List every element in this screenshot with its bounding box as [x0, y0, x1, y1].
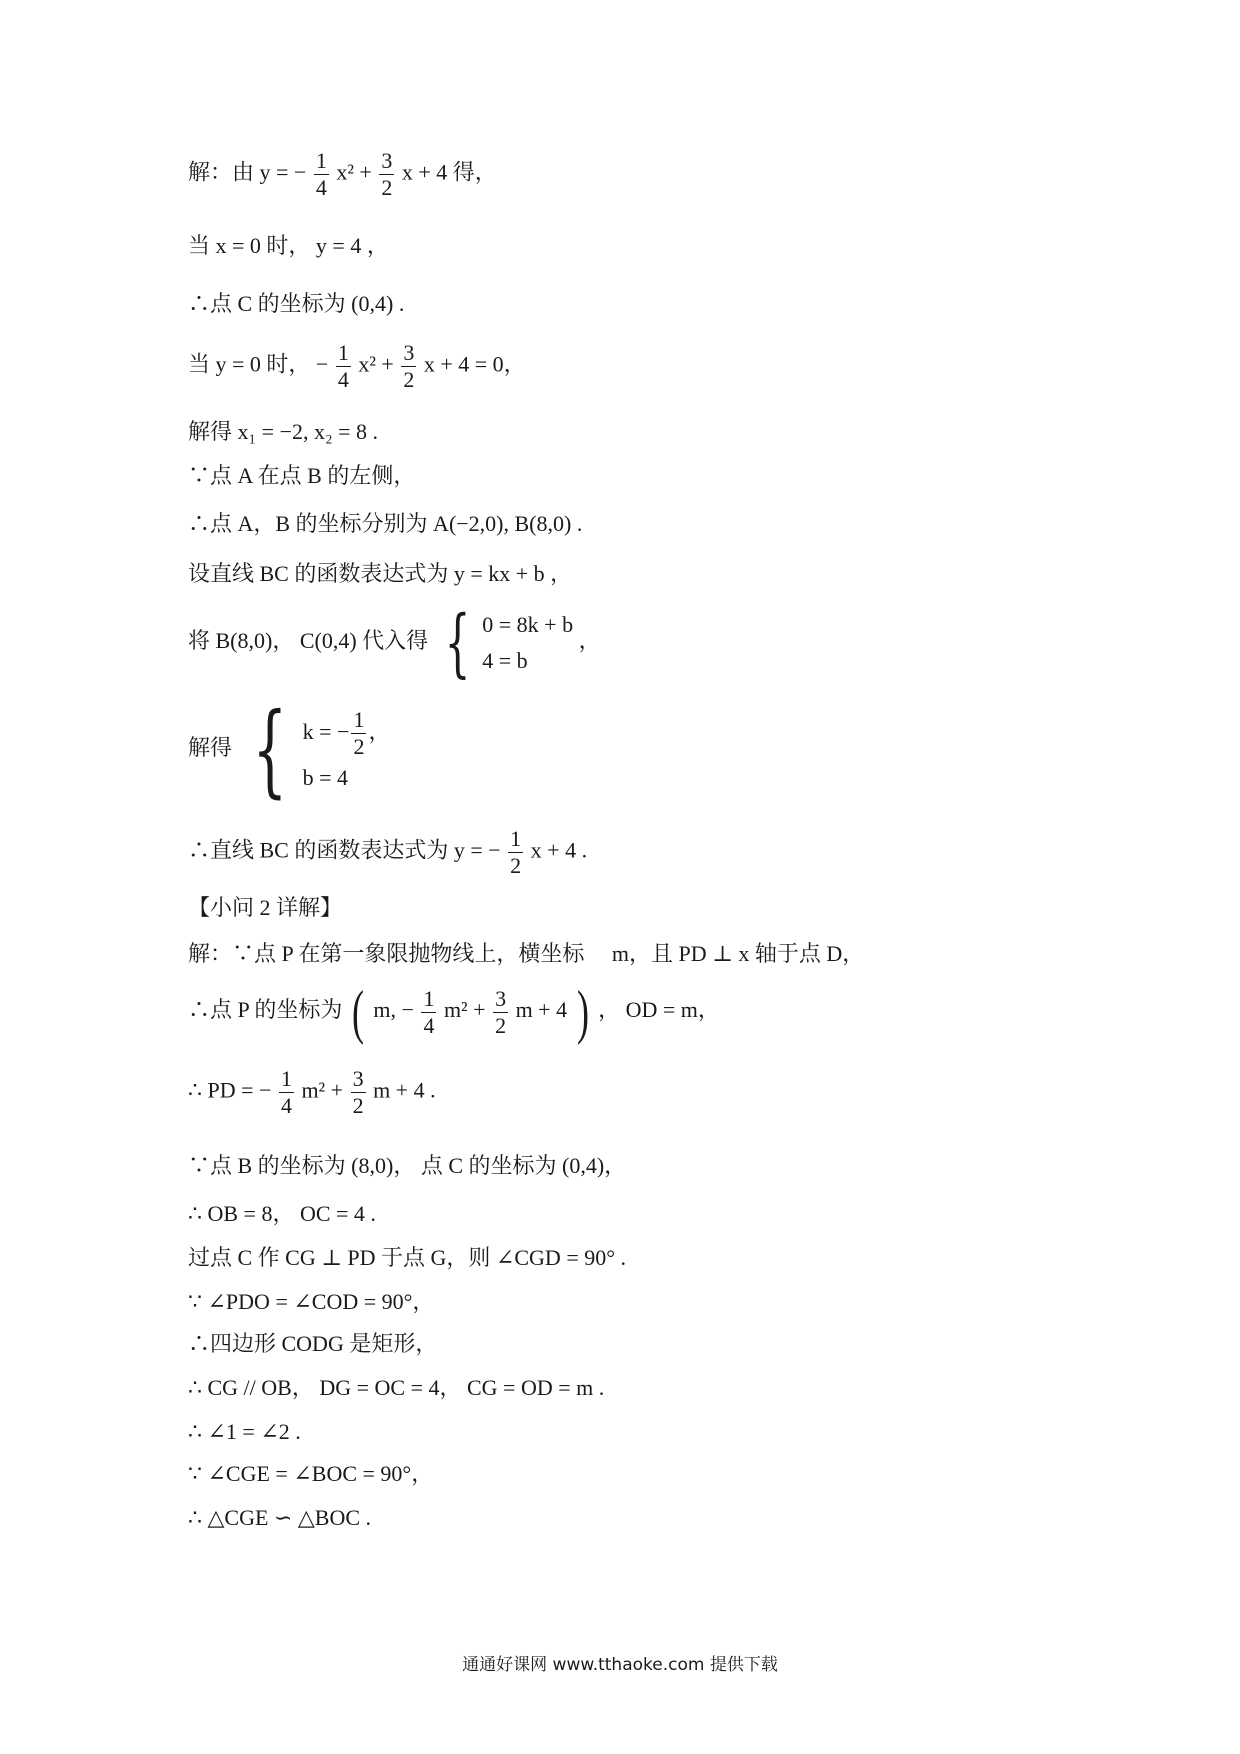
section-heading: 【小问 2 详解】	[188, 895, 343, 920]
text: ∴直线 BC 的函数表达式为 y = −	[188, 837, 501, 863]
open-paren: (	[351, 979, 364, 1045]
equation: 0 = 8k + b	[482, 612, 574, 637]
denominator: 4	[423, 1012, 435, 1038]
line-17: ∴ OB = 8， OC = 4 .	[188, 1201, 376, 1226]
line-14	[188, 979, 720, 1045]
footer-watermark: 通通好课网 www.tthaoke.com 提供下载	[462, 1655, 778, 1675]
line-3: ∴点 C 的坐标为 (0,4) .	[188, 291, 405, 316]
line-11	[188, 826, 587, 879]
text: m + 4 .	[373, 1077, 436, 1103]
text: x + 4 得，	[401, 159, 497, 185]
numerator: 1	[423, 985, 435, 1011]
fraction	[421, 986, 436, 1039]
text: x + 4 = 0，	[423, 351, 526, 377]
text: 将 B(8,0)， C(0,4) 代入得	[188, 628, 429, 654]
left-brace-icon: {	[444, 600, 471, 686]
denominator: 2	[353, 734, 365, 760]
line-6: ∵点 A 在点 B 的左侧，	[188, 463, 416, 488]
line-4	[188, 340, 526, 393]
numerator: 3	[495, 985, 507, 1011]
denominator: 2	[403, 367, 415, 392]
line-22: ∴ ∠1 = ∠2 .	[188, 1419, 301, 1444]
text: ∴点 P 的坐标为	[188, 997, 343, 1023]
text: m² +	[443, 997, 486, 1023]
fraction	[314, 148, 329, 201]
line-8: 设直线 BC 的函数表达式为 y = kx + b ，	[188, 561, 573, 586]
line-16: ∵点 B 的坐标为 (8,0)， 点 C 的坐标为 (0,4)，	[188, 1153, 627, 1178]
text: ∴ PD = −	[188, 1077, 272, 1103]
text: ，	[578, 628, 601, 654]
denominator: 2	[381, 175, 393, 200]
numerator: 1	[510, 826, 522, 851]
text: k = −	[302, 718, 350, 744]
text: 当 y = 0 时， −	[188, 351, 329, 377]
line-2: 当 x = 0 时， y = 4 ，	[188, 233, 389, 258]
equation	[303, 704, 391, 760]
text: m + 4	[515, 997, 568, 1023]
text: m² +	[301, 1077, 344, 1103]
line-7: ∴点 A，B 的坐标分别为 A(−2,0), B(8,0) .	[188, 511, 583, 536]
line-21: ∴ CG // OB， DG = OC = 4， CG = OD = m .	[188, 1375, 605, 1400]
equation: 4 = b	[482, 648, 528, 673]
fraction	[508, 826, 523, 879]
numerator: 3	[352, 1066, 364, 1091]
equation: b = 4	[302, 765, 349, 791]
fraction	[351, 1066, 366, 1119]
denominator: 4	[280, 1093, 292, 1118]
fraction	[493, 986, 508, 1039]
line-23: ∵ ∠CGE = ∠BOC = 90°，	[188, 1461, 434, 1486]
line-5: 解得 x₁ = −2, x₂ = 8 .	[188, 419, 379, 444]
fraction	[336, 340, 351, 393]
fraction	[401, 340, 416, 393]
denominator: 4	[337, 367, 349, 392]
numerator: 3	[381, 148, 393, 173]
denominator: 4	[315, 175, 327, 200]
fraction	[351, 707, 366, 760]
text: x + 4 .	[530, 837, 588, 863]
text: m, −	[373, 997, 414, 1023]
fraction	[379, 148, 394, 201]
line-15	[188, 1066, 436, 1119]
close-paren: )	[576, 979, 589, 1045]
line-1	[188, 148, 497, 201]
numerator: 1	[337, 340, 349, 365]
line-19: ∵ ∠PDO = ∠COD = 90°，	[188, 1289, 435, 1314]
denominator: 2	[495, 1012, 507, 1038]
numerator: 1	[280, 1066, 292, 1091]
numerator: 1	[353, 707, 365, 733]
line-10	[188, 691, 391, 808]
numerator: 1	[315, 148, 327, 173]
denominator: 2	[510, 853, 522, 878]
line-18: 过点 C 作 CG ⊥ PD 于点 G，则 ∠CGD = 90° .	[188, 1245, 627, 1270]
line-13: 解：∵点 P 在第一象限抛物线上，横坐标 m，且 PD ⊥ x 轴于点 D，	[188, 941, 865, 966]
text: ， OD = m，	[598, 997, 720, 1023]
numerator: 3	[403, 340, 415, 365]
text: x² +	[336, 159, 372, 185]
fraction	[279, 1066, 294, 1119]
equation-system	[303, 704, 391, 796]
line-20: ∴四边形 CODG 是矩形，	[188, 1331, 438, 1356]
equation-system	[482, 607, 573, 679]
line-24: ∴ △CGE ∽ △BOC .	[188, 1505, 372, 1530]
text: 解得	[188, 735, 233, 761]
text: x² +	[358, 351, 394, 377]
left-brace-icon: {	[251, 691, 287, 808]
denominator: 2	[352, 1093, 364, 1118]
text: 解：由 y = −	[188, 159, 307, 185]
text: ，	[368, 718, 391, 744]
line-9	[188, 600, 601, 686]
